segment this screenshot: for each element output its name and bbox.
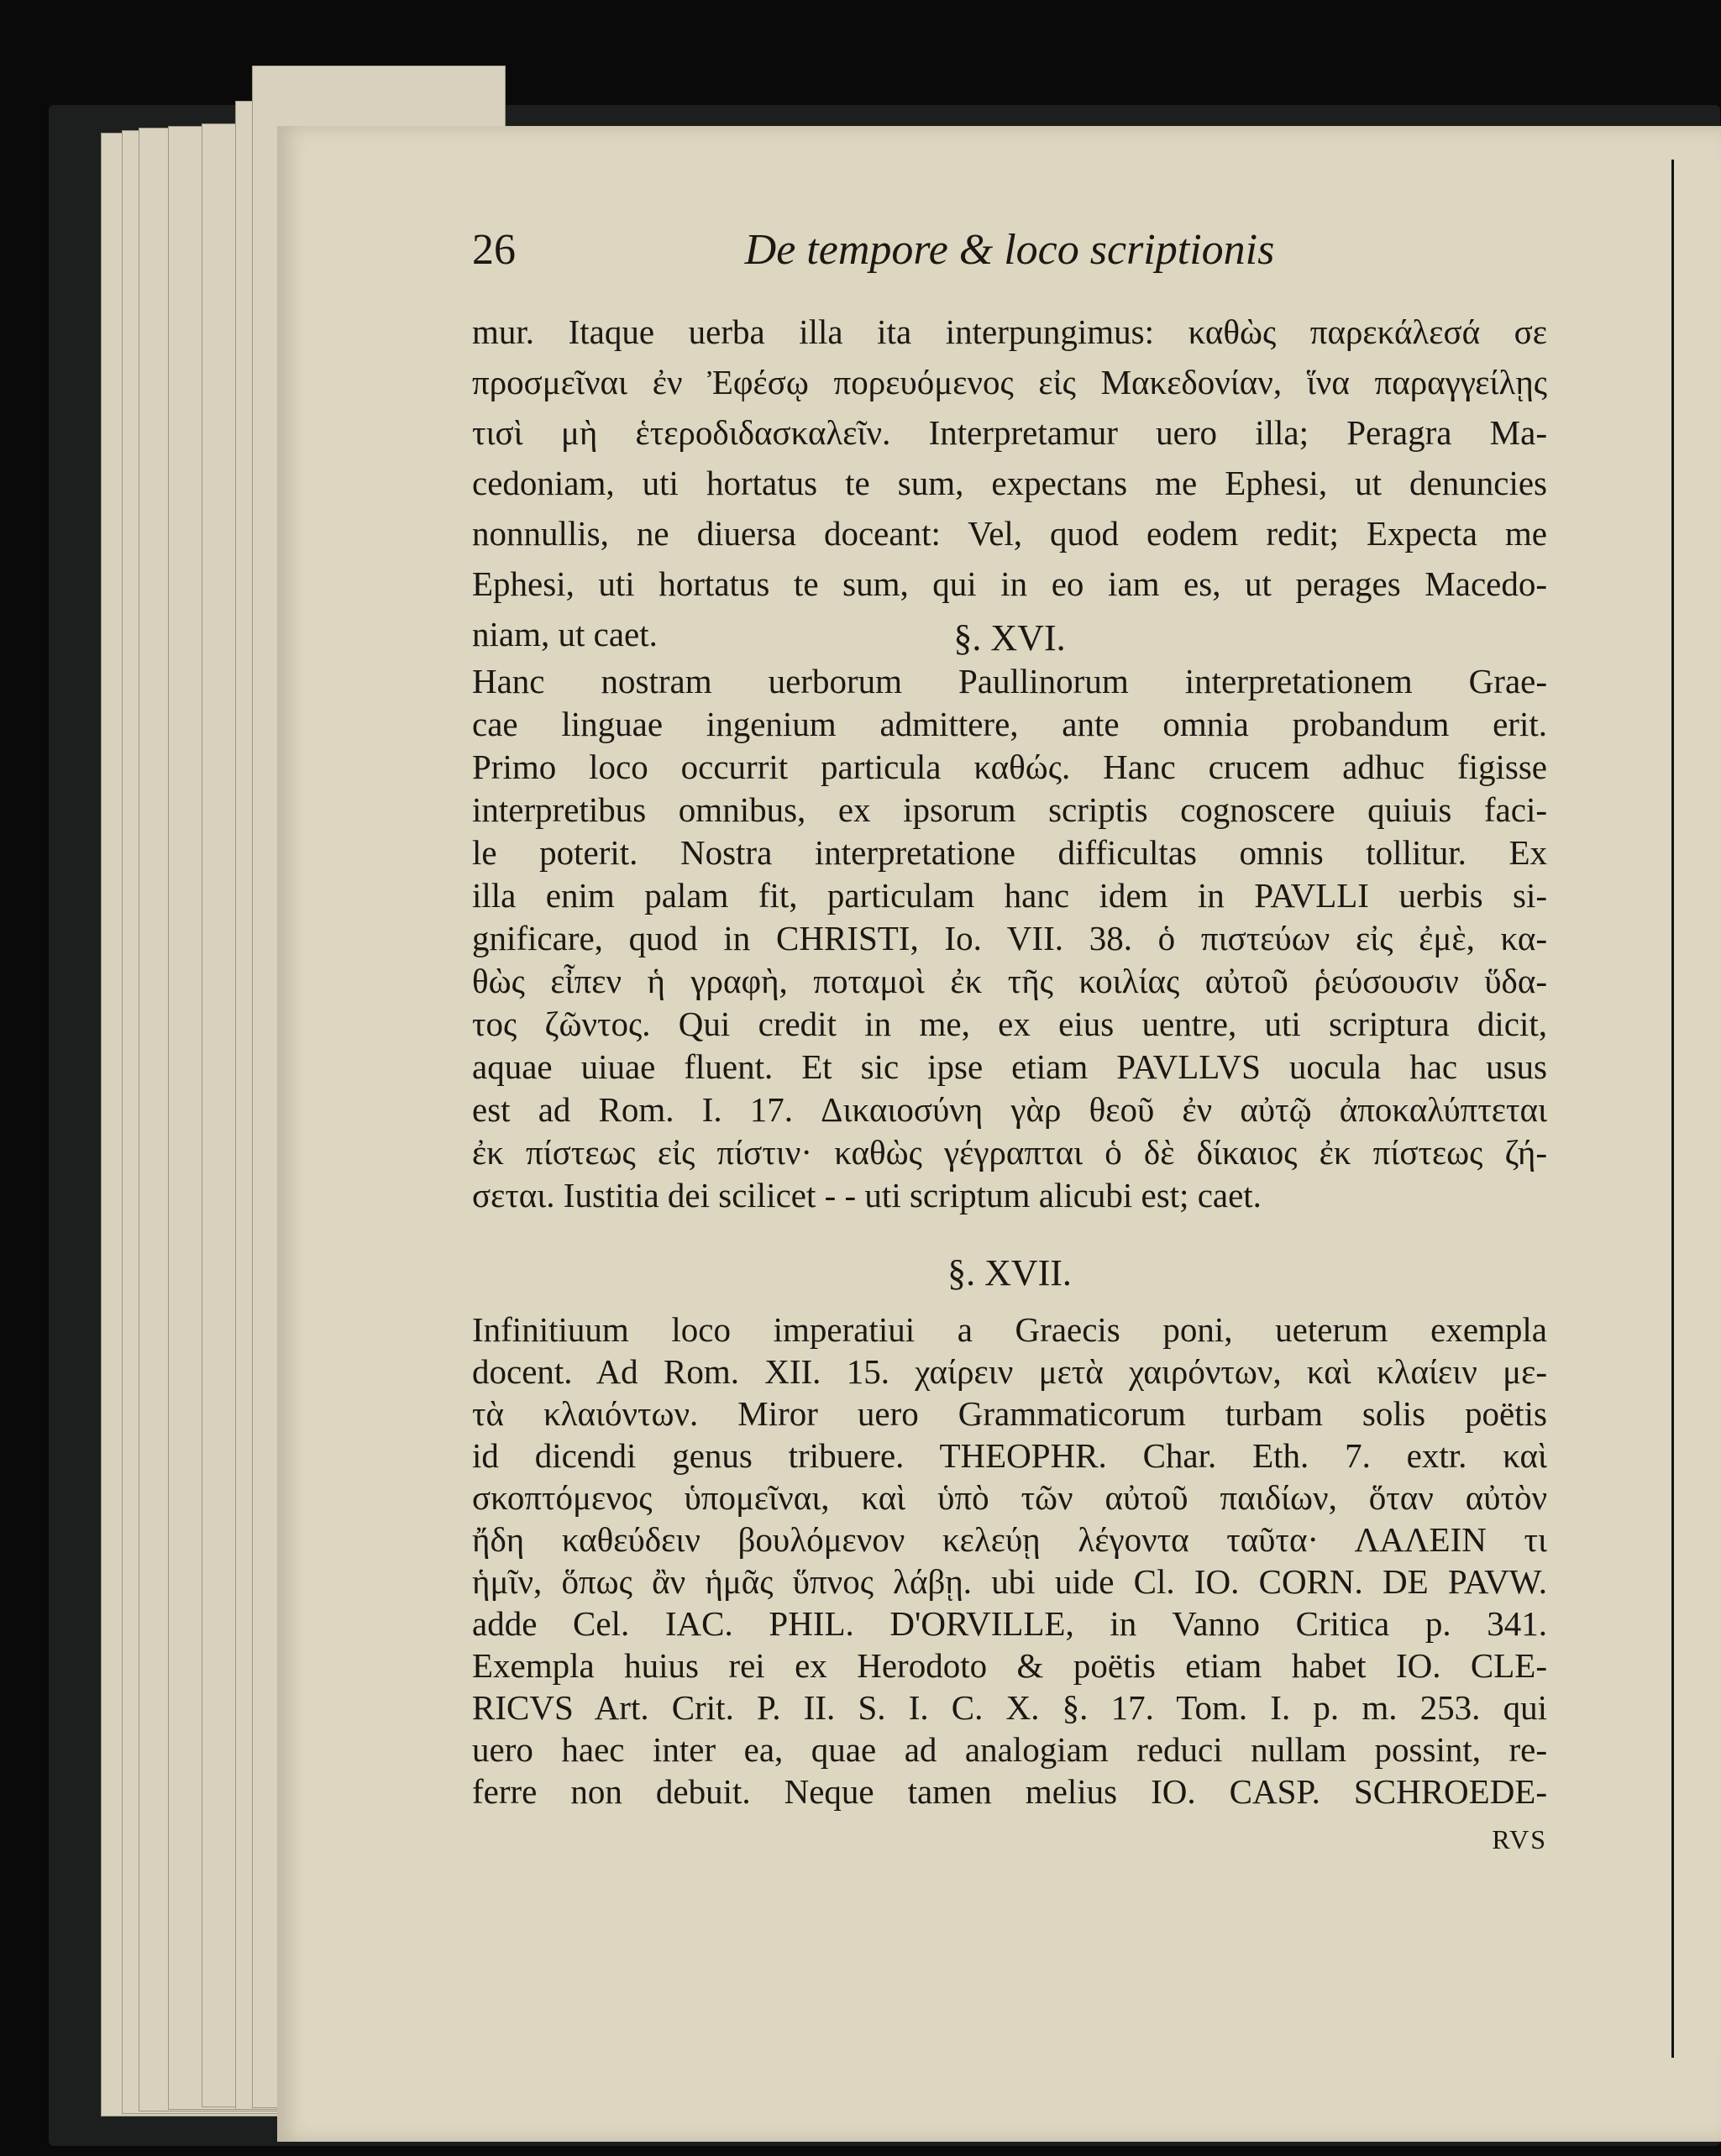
text-line: Primo loco occurrit particula καθώς. Hanc crucem adhuc figisse bbox=[472, 748, 1547, 786]
text-line: interpretibus omnibus, ex ipsorum scriptis cognoscere quiuis faci- bbox=[472, 790, 1547, 829]
text-line: Infinitiuum loco imperatiui a Graecis poni, ueterum exempla bbox=[472, 1310, 1547, 1349]
text-line: cedoniam, uti hortatus te sum, expectans me Ephesi, ut denuncies bbox=[472, 464, 1547, 502]
text-line: σεται. Iustitia dei scilicet - - uti scriptum alicubi est; caet. bbox=[472, 1176, 1262, 1214]
text-line: id dicendi genus tribuere. THEOPHR. Char. Eth. 7. extr. καὶ bbox=[472, 1436, 1547, 1475]
text-line: Exempla huius rei ex Herodoto & poëtis etiam habet IO. CLE- bbox=[472, 1646, 1547, 1685]
text-line: ἡμῖν, ὅπως ἂν ἡμᾶς ὕπνος λάβῃ. ubi uide Cl. IO. CORN. DE PAVW. bbox=[472, 1562, 1547, 1601]
text-line: cae linguae ingenium admittere, ante omnia probandum erit. bbox=[472, 705, 1547, 743]
text-line: nonnullis, ne diuersa doceant: Vel, quod eodem redit; Expecta me bbox=[472, 514, 1547, 553]
text-line: mur. Itaque uerba illa ita interpungimus: καθὼς παρεκάλεσά σε bbox=[472, 312, 1547, 351]
text-line: RICVS Art. Crit. P. II. S. I. C. X. §. 17. Tom. I. p. m. 253. qui bbox=[472, 1688, 1547, 1727]
text-line: τὰ κλαιόντων. Miror uero Grammaticorum turbam solis poëtis bbox=[472, 1394, 1547, 1433]
text-line: niam, ut caet. bbox=[472, 615, 658, 653]
text-line: τισὶ μὴ ἑτεροδιδασκαλεῖν. Interpretamur uero illa; Peragra Ma- bbox=[472, 413, 1547, 452]
text-line: θὼς εἶπεν ἡ γραφὴ, ποταμοὶ ἐκ τῆς κοιλίας αὐτοῦ ῥεύσουσιν ὕδα- bbox=[472, 962, 1547, 1000]
text-line: gnificare, quod in CHRISTI, Io. VII. 38. ὁ πιστεύων εἰς ἐμὲ, κα- bbox=[472, 919, 1547, 957]
text-line: ἤδη καθεύδειν βουλόμενον κελεύῃ λέγοντα ταῦτα· ΛΑΛΕΙΝ τι bbox=[472, 1520, 1547, 1559]
text-line: προσμεῖναι ἐν Ἐφέσῳ πορευόμενος εἰς Μακεδονίαν, ἵνα παραγγείλῃς bbox=[472, 363, 1547, 401]
page-number: 26 bbox=[472, 226, 516, 274]
text-line: uero haec inter ea, quae ad analogiam reduci nullam possint, re- bbox=[472, 1730, 1547, 1769]
text-line: illa enim palam fit, particulam hanc idem in PAVLLI uerbis si- bbox=[472, 876, 1547, 915]
text-line: le poterit. Nostra interpretatione difficultas omnis tollitur. Ex bbox=[472, 833, 1547, 872]
text-line: adde Cel. IAC. PHIL. D'ORVILLE, in Vanno Critica p. 341. bbox=[472, 1604, 1547, 1643]
text-line: est ad Rom. I. 17. Δικαιοσύνη γὰρ θεοῦ ἐν αὐτῷ ἀποκαλύπτεται bbox=[472, 1090, 1547, 1129]
running-head: De tempore & loco scriptionis bbox=[744, 226, 1275, 274]
text-line: τος ζῶντος. Qui credit in me, ex eius uentre, uti scriptura dicit, bbox=[472, 1005, 1547, 1043]
text-line: Hanc nostram uerborum Paullinorum interpretationem Grae- bbox=[472, 662, 1547, 700]
text-line: Ephesi, uti hortatus te sum, qui in eo iam es, ut perages Macedo- bbox=[472, 564, 1547, 603]
text-line: aquae uiuae fluent. Et sic ipse etiam PAVLLVS uocula hac usus bbox=[472, 1047, 1547, 1086]
text-line: docent. Ad Rom. XII. 15. χαίρειν μετὰ χαιρόντων, καὶ κλαίειν με- bbox=[472, 1352, 1547, 1391]
text-line: σκοπτόμενος ὑπομεῖναι, καὶ ὑπὸ τῶν αὐτοῦ παιδίων, ὅταν αὐτὸν bbox=[472, 1478, 1547, 1517]
catchword: RVS bbox=[1492, 1824, 1547, 1854]
facing-page bbox=[1671, 160, 1721, 2058]
page-header bbox=[472, 225, 1547, 292]
text-line: ferre non debuit. Neque tamen melius IO. CASP. SCHROEDE- bbox=[472, 1772, 1547, 1811]
text-line: ἐκ πίστεως εἰς πίστιν· καθὼς γέγραπται ὁ δὲ δίκαιος ἐκ πίστεως ζή- bbox=[472, 1133, 1547, 1172]
